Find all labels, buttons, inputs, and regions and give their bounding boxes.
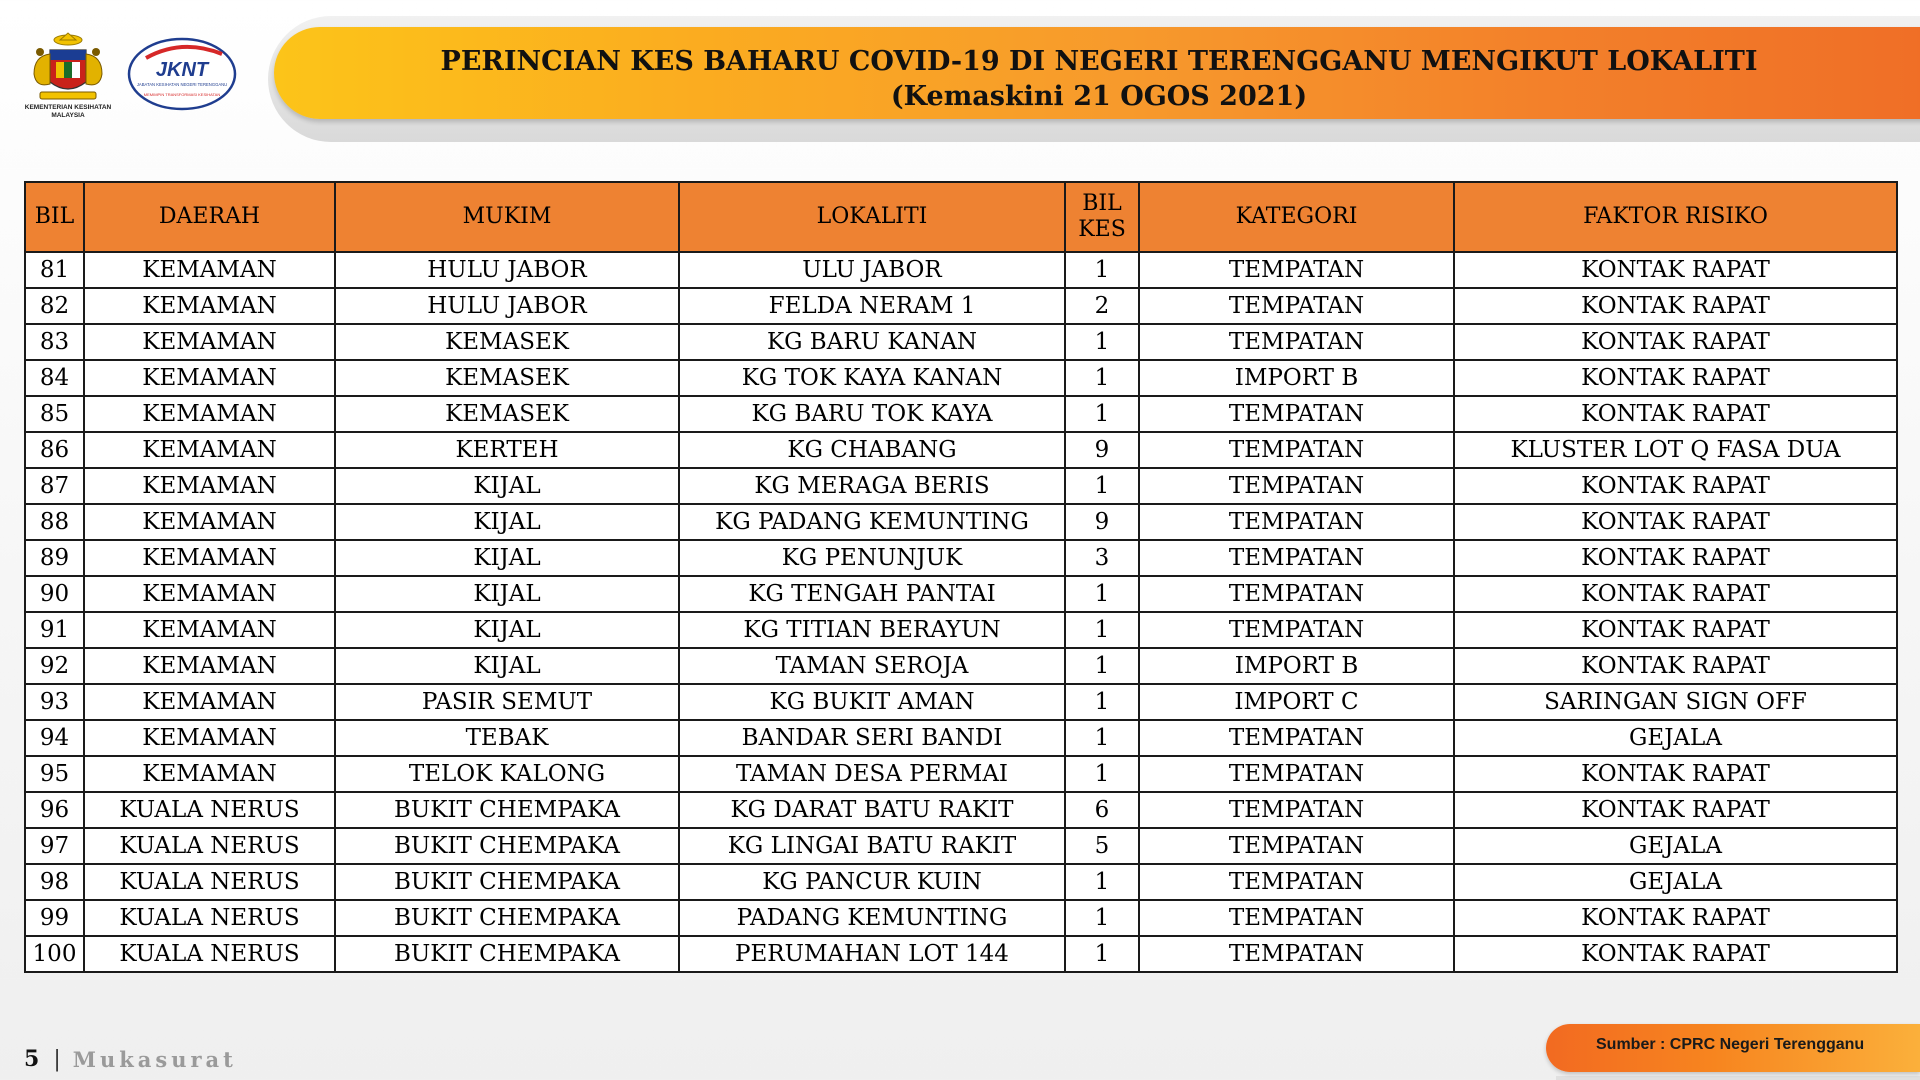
cell-kategori: TEMPATAN — [1139, 720, 1454, 756]
kkm-caption-line2: MALAYSIA — [51, 112, 85, 119]
cell-daerah: KEMAMAN — [84, 252, 335, 288]
cell-lokaliti: KG TENGAH PANTAI — [679, 576, 1065, 612]
cases-table — [24, 181, 1898, 973]
cell-kategori: TEMPATAN — [1139, 324, 1454, 360]
page-footer — [24, 1044, 237, 1074]
cell-mukim: BUKIT CHEMPAKA — [335, 936, 679, 972]
col-header-faktor-risiko: FAKTOR RISIKO — [1454, 182, 1897, 252]
table-header — [25, 182, 1897, 252]
cell-kategori: TEMPATAN — [1139, 828, 1454, 864]
cell-lokaliti: KG MERAGA BERIS — [679, 468, 1065, 504]
cell-faktor-risiko: KONTAK RAPAT — [1454, 540, 1897, 576]
cell-daerah: KEMAMAN — [84, 468, 335, 504]
col-header-lokaliti: LOKALITI — [679, 182, 1065, 252]
cell-faktor-risiko: KONTAK RAPAT — [1454, 756, 1897, 792]
cell-kategori: TEMPATAN — [1139, 936, 1454, 972]
cell-faktor-risiko: GEJALA — [1454, 828, 1897, 864]
cell-bil-kes: 1 — [1065, 252, 1139, 288]
cell-faktor-risiko: KONTAK RAPAT — [1454, 324, 1897, 360]
table-row — [25, 540, 1897, 576]
cell-faktor-risiko: KONTAK RAPAT — [1454, 648, 1897, 684]
cell-bil: 89 — [25, 540, 84, 576]
kkm-caption — [12, 104, 124, 120]
cell-bil-kes: 6 — [1065, 792, 1139, 828]
cell-bil-kes: 1 — [1065, 648, 1139, 684]
table-row — [25, 936, 1897, 972]
cell-mukim: HULU JABOR — [335, 252, 679, 288]
cell-daerah: KEMAMAN — [84, 540, 335, 576]
cell-mukim: TEBAK — [335, 720, 679, 756]
cell-faktor-risiko: KONTAK RAPAT — [1454, 900, 1897, 936]
cell-lokaliti: KG PENUNJUK — [679, 540, 1065, 576]
cell-bil-kes: 1 — [1065, 684, 1139, 720]
header-row — [25, 182, 1897, 252]
cell-mukim: TELOK KALONG — [335, 756, 679, 792]
cell-bil: 100 — [25, 936, 84, 972]
cell-kategori: TEMPATAN — [1139, 864, 1454, 900]
cell-lokaliti: PADANG KEMUNTING — [679, 900, 1065, 936]
table-row — [25, 612, 1897, 648]
cell-faktor-risiko: KONTAK RAPAT — [1454, 468, 1897, 504]
cell-bil: 91 — [25, 612, 84, 648]
cell-bil-kes: 2 — [1065, 288, 1139, 324]
cell-kategori: TEMPATAN — [1139, 756, 1454, 792]
table-row — [25, 288, 1897, 324]
cell-mukim: HULU JABOR — [335, 288, 679, 324]
cell-lokaliti: KG BUKIT AMAN — [679, 684, 1065, 720]
cell-faktor-risiko: KONTAK RAPAT — [1454, 792, 1897, 828]
cell-daerah: KEMAMAN — [84, 324, 335, 360]
cell-bil-kes: 1 — [1065, 468, 1139, 504]
cell-lokaliti: KG LINGAI BATU RAKIT — [679, 828, 1065, 864]
table-row — [25, 252, 1897, 288]
page-label: Mukasurat — [72, 1046, 237, 1072]
cell-mukim: KEMASEK — [335, 324, 679, 360]
cell-kategori: TEMPATAN — [1139, 612, 1454, 648]
table-row — [25, 828, 1897, 864]
col-header-kategori: KATEGORI — [1139, 182, 1454, 252]
jknt-logo — [126, 36, 238, 112]
cell-daerah: KEMAMAN — [84, 756, 335, 792]
cell-bil: 95 — [25, 756, 84, 792]
cell-bil: 99 — [25, 900, 84, 936]
cell-bil-kes: 1 — [1065, 756, 1139, 792]
cell-bil-kes: 1 — [1065, 324, 1139, 360]
cell-bil-kes: 1 — [1065, 900, 1139, 936]
cell-mukim: KIJAL — [335, 612, 679, 648]
cell-mukim: KIJAL — [335, 540, 679, 576]
cell-faktor-risiko: KLUSTER LOT Q FASA DUA — [1454, 432, 1897, 468]
cell-mukim: BUKIT CHEMPAKA — [335, 900, 679, 936]
cell-kategori: TEMPATAN — [1139, 504, 1454, 540]
cell-kategori: TEMPATAN — [1139, 396, 1454, 432]
table-row — [25, 432, 1897, 468]
cell-bil: 93 — [25, 684, 84, 720]
cell-bil-kes: 9 — [1065, 432, 1139, 468]
cell-lokaliti: ULU JABOR — [679, 252, 1065, 288]
title-line-2: (Kemaskini 21 OGOS 2021) — [890, 81, 1308, 112]
cell-daerah: KEMAMAN — [84, 360, 335, 396]
cell-kategori: TEMPATAN — [1139, 540, 1454, 576]
cell-kategori: TEMPATAN — [1139, 576, 1454, 612]
cell-mukim: BUKIT CHEMPAKA — [335, 792, 679, 828]
cell-lokaliti: KG BARU KANAN — [679, 324, 1065, 360]
cell-daerah: KEMAMAN — [84, 288, 335, 324]
cell-daerah: KUALA NERUS — [84, 936, 335, 972]
cell-daerah: KEMAMAN — [84, 504, 335, 540]
cell-bil: 85 — [25, 396, 84, 432]
table-row — [25, 396, 1897, 432]
cell-lokaliti: KG BARU TOK KAYA — [679, 396, 1065, 432]
kkm-caption-line1: KEMENTERIAN KESIHATAN — [24, 104, 112, 111]
table-row — [25, 720, 1897, 756]
cell-bil-kes: 1 — [1065, 396, 1139, 432]
cell-kategori: TEMPATAN — [1139, 900, 1454, 936]
cell-lokaliti: KG DARAT BATU RAKIT — [679, 792, 1065, 828]
table-row — [25, 360, 1897, 396]
cell-faktor-risiko: KONTAK RAPAT — [1454, 252, 1897, 288]
cell-bil-kes: 3 — [1065, 540, 1139, 576]
cell-daerah: KUALA NERUS — [84, 864, 335, 900]
title-line-1: PERINCIAN KES BAHARU COVID-19 DI NEGERI TERENGGANU MENGIKUT LOKALITI — [440, 46, 1758, 77]
cell-bil-kes: 1 — [1065, 360, 1139, 396]
cell-bil: 96 — [25, 792, 84, 828]
cell-kategori: TEMPATAN — [1139, 432, 1454, 468]
page-title — [274, 44, 1920, 114]
cell-bil: 92 — [25, 648, 84, 684]
cell-daerah: KUALA NERUS — [84, 900, 335, 936]
cell-bil-kes: 1 — [1065, 576, 1139, 612]
cell-daerah: KEMAMAN — [84, 612, 335, 648]
jknt-logo-text: JKNT — [155, 59, 209, 81]
cell-bil-kes: 1 — [1065, 864, 1139, 900]
cell-kategori: IMPORT B — [1139, 360, 1454, 396]
col-header-daerah: DAERAH — [84, 182, 335, 252]
cell-mukim: KIJAL — [335, 468, 679, 504]
table-row — [25, 684, 1897, 720]
table-row — [25, 648, 1897, 684]
cell-lokaliti: KG PADANG KEMUNTING — [679, 504, 1065, 540]
cell-lokaliti: PERUMAHAN LOT 144 — [679, 936, 1065, 972]
cell-bil: 86 — [25, 432, 84, 468]
cell-daerah: KEMAMAN — [84, 432, 335, 468]
source-badge-shadow — [1556, 1076, 1920, 1080]
cell-kategori: TEMPATAN — [1139, 468, 1454, 504]
cell-lokaliti: KG CHABANG — [679, 432, 1065, 468]
cell-faktor-risiko: GEJALA — [1454, 864, 1897, 900]
cell-faktor-risiko: SARINGAN SIGN OFF — [1454, 684, 1897, 720]
cell-mukim: PASIR SEMUT — [335, 684, 679, 720]
cell-faktor-risiko: KONTAK RAPAT — [1454, 288, 1897, 324]
cell-mukim: KIJAL — [335, 648, 679, 684]
cell-mukim: BUKIT CHEMPAKA — [335, 864, 679, 900]
cell-kategori: TEMPATAN — [1139, 792, 1454, 828]
table-row — [25, 324, 1897, 360]
cell-daerah: KUALA NERUS — [84, 828, 335, 864]
cell-bil-kes: 5 — [1065, 828, 1139, 864]
cell-bil: 84 — [25, 360, 84, 396]
cell-mukim: BUKIT CHEMPAKA — [335, 828, 679, 864]
col-header-bil: BIL — [25, 182, 84, 252]
cell-bil: 90 — [25, 576, 84, 612]
cell-kategori: TEMPATAN — [1139, 288, 1454, 324]
cell-lokaliti: TAMAN DESA PERMAI — [679, 756, 1065, 792]
cell-bil: 88 — [25, 504, 84, 540]
cell-bil-kes: 1 — [1065, 720, 1139, 756]
cell-bil: 81 — [25, 252, 84, 288]
cell-bil: 83 — [25, 324, 84, 360]
cell-lokaliti: KG TITIAN BERAYUN — [679, 612, 1065, 648]
cell-daerah: KEMAMAN — [84, 396, 335, 432]
cell-lokaliti: KG TOK KAYA KANAN — [679, 360, 1065, 396]
cell-bil: 87 — [25, 468, 84, 504]
table-row — [25, 504, 1897, 540]
cell-lokaliti: FELDA NERAM 1 — [679, 288, 1065, 324]
cell-bil: 97 — [25, 828, 84, 864]
cell-faktor-risiko: KONTAK RAPAT — [1454, 504, 1897, 540]
cell-bil-kes: 1 — [1065, 936, 1139, 972]
cell-daerah: KEMAMAN — [84, 576, 335, 612]
table-row — [25, 756, 1897, 792]
cell-bil-kes: 1 — [1065, 612, 1139, 648]
col-header-mukim: MUKIM — [335, 182, 679, 252]
table-row — [25, 576, 1897, 612]
table-row — [25, 864, 1897, 900]
jknt-logo-motto: MEMIMPIN TRANSFORMASI KESIHATAN — [143, 92, 221, 97]
cell-lokaliti: BANDAR SERI BANDI — [679, 720, 1065, 756]
cell-mukim: KIJAL — [335, 576, 679, 612]
cell-bil: 98 — [25, 864, 84, 900]
cell-kategori: IMPORT B — [1139, 648, 1454, 684]
cell-mukim: KIJAL — [335, 504, 679, 540]
table-row — [25, 792, 1897, 828]
cell-bil: 94 — [25, 720, 84, 756]
cell-daerah: KEMAMAN — [84, 720, 335, 756]
cell-faktor-risiko: KONTAK RAPAT — [1454, 936, 1897, 972]
cell-kategori: TEMPATAN — [1139, 252, 1454, 288]
cell-mukim: KEMASEK — [335, 396, 679, 432]
cell-lokaliti: TAMAN SEROJA — [679, 648, 1065, 684]
cell-faktor-risiko: KONTAK RAPAT — [1454, 360, 1897, 396]
cell-daerah: KEMAMAN — [84, 684, 335, 720]
table-row — [25, 468, 1897, 504]
cell-kategori: IMPORT C — [1139, 684, 1454, 720]
col-header-bil-kes: BIL KES — [1065, 182, 1139, 252]
cell-faktor-risiko: KONTAK RAPAT — [1454, 396, 1897, 432]
cell-bil: 82 — [25, 288, 84, 324]
cell-daerah: KUALA NERUS — [84, 792, 335, 828]
cell-bil-kes: 9 — [1065, 504, 1139, 540]
table-row — [25, 900, 1897, 936]
cell-mukim: KERTEH — [335, 432, 679, 468]
cell-faktor-risiko: KONTAK RAPAT — [1454, 612, 1897, 648]
cell-faktor-risiko: GEJALA — [1454, 720, 1897, 756]
cell-daerah: KEMAMAN — [84, 648, 335, 684]
table-body — [25, 252, 1897, 972]
cell-lokaliti: KG PANCUR KUIN — [679, 864, 1065, 900]
jknt-logo-subtext: JABATAN KESIHATAN NEGERI TERENGGANU — [136, 82, 228, 87]
cell-mukim: KEMASEK — [335, 360, 679, 396]
page-number: 5 — [24, 1046, 40, 1072]
cell-faktor-risiko: KONTAK RAPAT — [1454, 576, 1897, 612]
source-text: Sumber : CPRC Negeri Terengganu — [1596, 1036, 1865, 1053]
page-separator: | — [53, 1046, 61, 1072]
